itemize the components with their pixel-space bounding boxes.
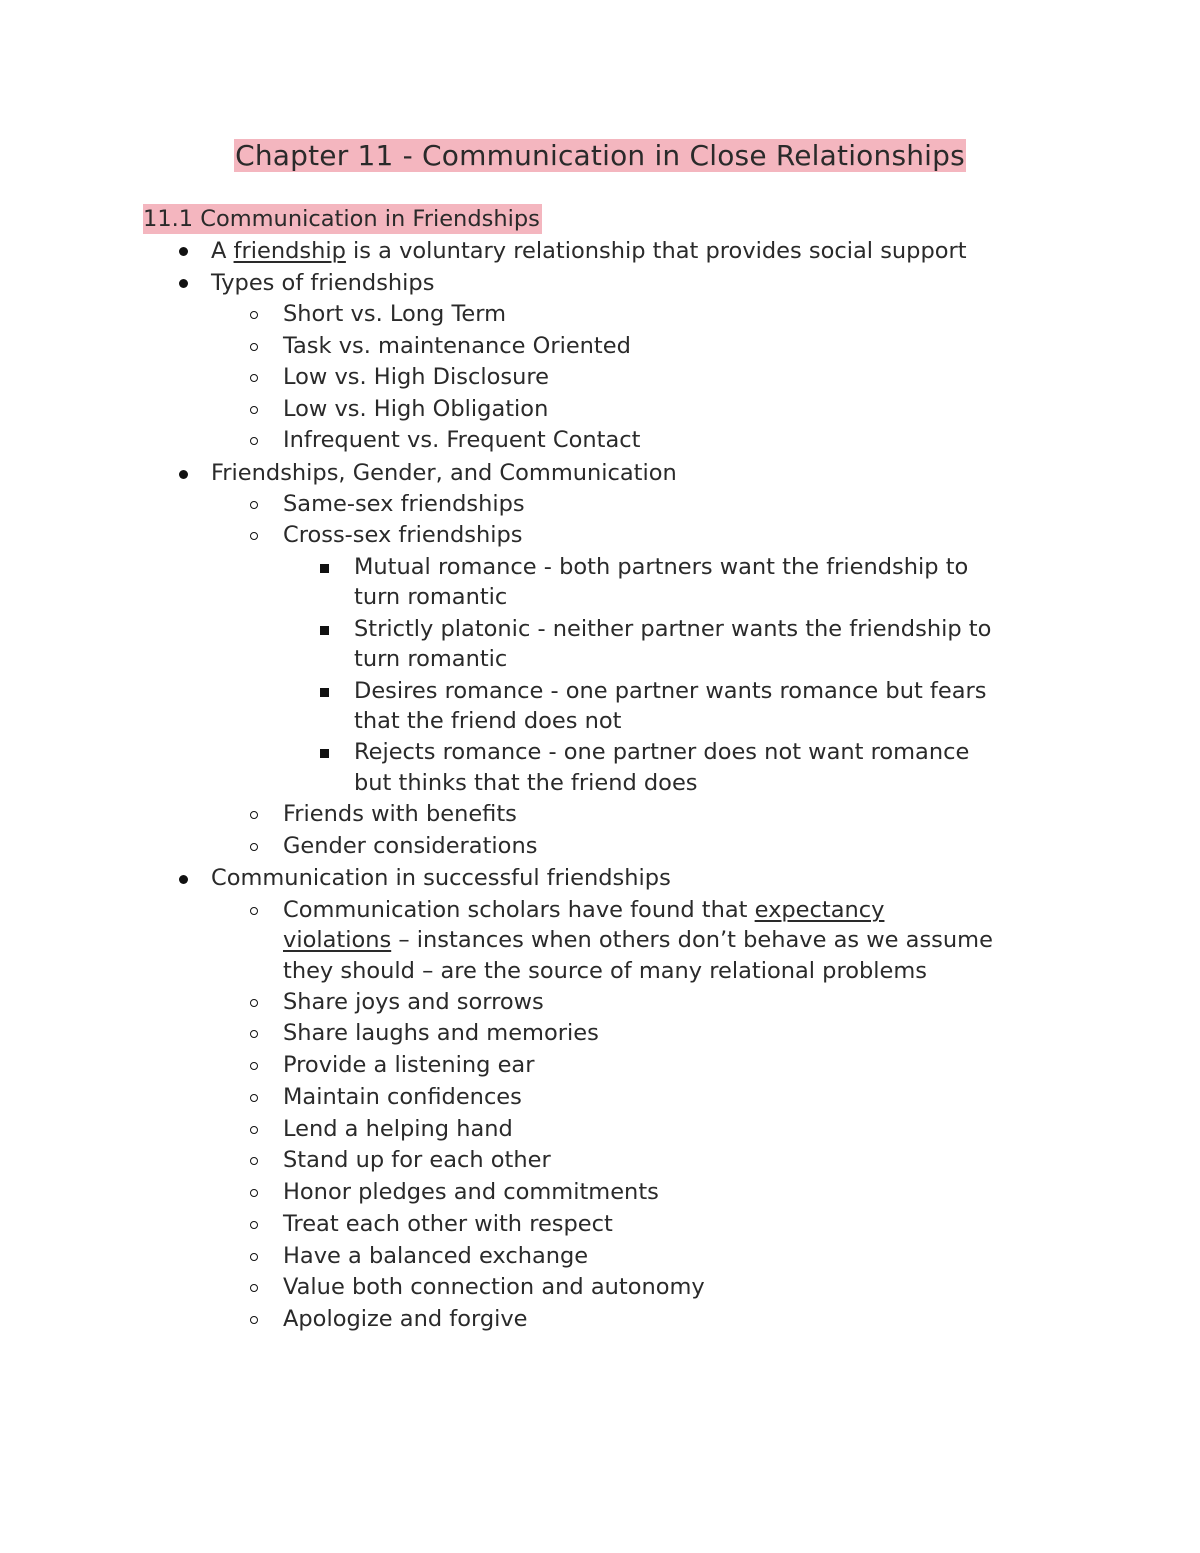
- list-item: Stand up for each other: [283, 1147, 551, 1173]
- bullet-square: [320, 688, 329, 697]
- list-item: Low vs. High Obligation: [283, 396, 549, 422]
- list-item: Have a balanced exchange: [283, 1243, 589, 1269]
- bullet-circle: [250, 1126, 258, 1134]
- title-container: [0, 138, 1200, 174]
- bullet-circle: [250, 1157, 258, 1165]
- bullet-circle: [250, 1189, 258, 1197]
- bullet-dot: [179, 247, 188, 256]
- list-item-continuation: but thinks that the friend does: [354, 770, 698, 796]
- bullet-circle: [250, 1221, 258, 1229]
- list-item: Strictly platonic - neither partner wants the friendship to: [354, 616, 992, 642]
- bullet-dot: [179, 470, 188, 479]
- bullet-circle: [250, 843, 258, 851]
- list-item: Short vs. Long Term: [283, 301, 507, 327]
- bullet-circle: [250, 1284, 258, 1292]
- list-item: Friendships, Gender, and Communication: [211, 460, 677, 486]
- term-expectancy: expectancy: [754, 897, 885, 923]
- list-item: [211, 236, 967, 266]
- list-item-continuation: that the friend does not: [354, 708, 622, 734]
- term-violations: violations: [283, 927, 392, 953]
- list-item: Honor pledges and commitments: [283, 1179, 659, 1205]
- bullet-square: [320, 564, 329, 573]
- page-title: Chapter 11 - Communication in Close Relationships: [235, 139, 965, 172]
- bullet-circle: [250, 1062, 258, 1070]
- list-item: Lend a helping hand: [283, 1116, 513, 1142]
- bullet-square: [320, 749, 329, 758]
- list-item: Same-sex friendships: [283, 491, 525, 517]
- list-item: Value both connection and autonomy: [283, 1274, 705, 1300]
- list-item: Friends with benefits: [283, 801, 517, 827]
- list-item: Share joys and sorrows: [283, 989, 544, 1015]
- bullet-circle: [250, 374, 258, 382]
- bullet-circle: [250, 437, 258, 445]
- bullet-circle: [250, 532, 258, 540]
- bullet-circle: [250, 1253, 258, 1261]
- list-item: Task vs. maintenance Oriented: [283, 333, 631, 359]
- bullet-circle: [250, 501, 258, 509]
- list-item: Cross-sex friendships: [283, 522, 523, 548]
- list-item: Provide a listening ear: [283, 1052, 535, 1078]
- list-item: Low vs. High Disclosure: [283, 364, 549, 390]
- bullet-circle: [250, 406, 258, 414]
- list-item: Apologize and forgive: [283, 1306, 528, 1332]
- bullet-circle: [250, 811, 258, 819]
- section-heading: 11.1 Communication in Friendships: [143, 206, 540, 232]
- list-item-text: A: [211, 238, 234, 264]
- list-item: Rejects romance - one partner does not want romance: [354, 739, 970, 765]
- list-item: Types of friendships: [211, 270, 435, 296]
- bullet-circle: [250, 907, 258, 915]
- bullet-circle: [250, 1030, 258, 1038]
- list-item: Mutual romance - both partners want the friendship to: [354, 554, 969, 580]
- list-item: Desires romance - one partner wants romance but fears: [354, 678, 987, 704]
- list-item-text: is a voluntary relationship that provides social support: [345, 238, 967, 264]
- list-item: Treat each other with respect: [283, 1211, 613, 1237]
- list-item: Gender considerations: [283, 833, 538, 859]
- bullet-dot: [179, 875, 188, 884]
- bullet-circle: [250, 1094, 258, 1102]
- list-item: Infrequent vs. Frequent Contact: [283, 427, 641, 453]
- list-item-text: – instances when others don’t behave as we assume: [391, 927, 993, 953]
- list-item-continuation: turn romantic: [354, 646, 508, 672]
- bullet-circle: [250, 311, 258, 319]
- bullet-circle: [250, 343, 258, 351]
- list-item-continuation: turn romantic: [354, 584, 508, 610]
- bullet-circle: [250, 999, 258, 1007]
- bullet-dot: [179, 279, 188, 288]
- list-item: Maintain confidences: [283, 1084, 522, 1110]
- list-item-continuation: [283, 925, 993, 955]
- list-item-continuation: they should – are the source of many relational problems: [283, 958, 927, 984]
- list-item: Share laughs and memories: [283, 1020, 599, 1046]
- list-item-text: Communication scholars have found that: [283, 897, 755, 923]
- bullet-square: [320, 626, 329, 635]
- list-item: Communication in successful friendships: [211, 865, 671, 891]
- term-friendship: friendship: [233, 238, 346, 264]
- list-item: [283, 895, 884, 925]
- bullet-circle: [250, 1316, 258, 1324]
